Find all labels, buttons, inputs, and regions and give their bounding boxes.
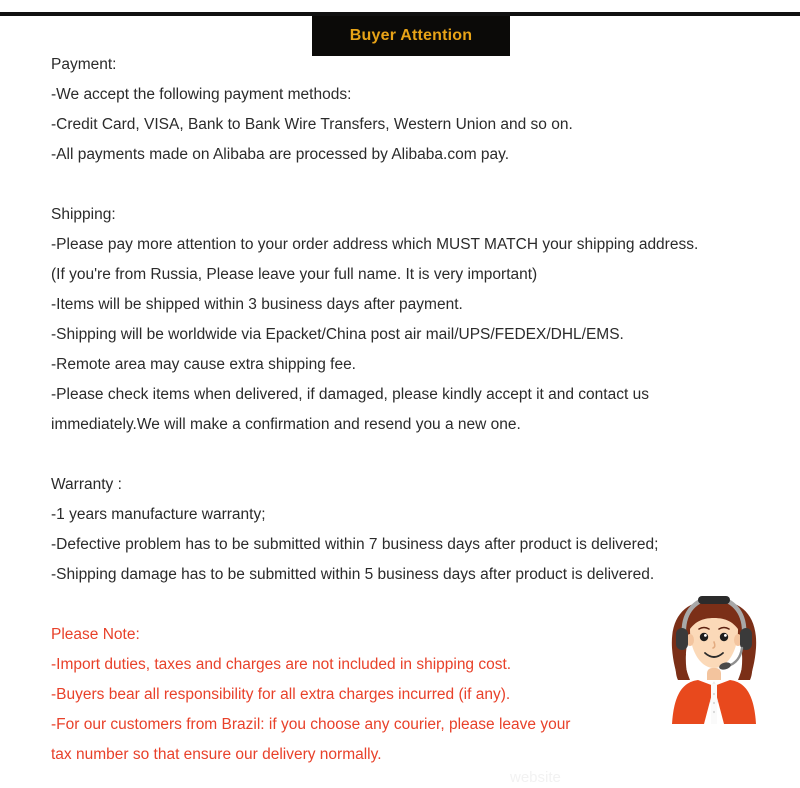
policy-line: -1 years manufacture warranty; [51, 506, 266, 523]
section-warranty [51, 470, 791, 590]
policy-line: -All payments made on Alibaba are processed by Alibaba.com pay. [51, 146, 510, 163]
page-title: Buyer Attention [349, 27, 473, 44]
policy-line: immediately.We will make a confirmation and resend you a new one. [51, 416, 521, 433]
customer-service-agent-illustration [628, 596, 800, 724]
section-spacer [51, 170, 791, 200]
policy-line: -Please check items when delivered, if damaged, please kindly accept it and contact us [51, 386, 649, 403]
policy-line: (If you're from Russia, Please leave your full name. It is very important) [51, 266, 538, 283]
policy-line: -Defective problem has to be submitted within 7 business days after product is delivered; [51, 536, 659, 553]
section-payment [51, 50, 791, 170]
section-heading-shipping: Shipping: [51, 206, 116, 223]
policy-line: -Shipping will be worldwide via Epacket/China post air mail/UPS/FEDEX/DHL/EMS. [51, 326, 624, 343]
policy-line: -We accept the following payment methods: [51, 86, 352, 103]
policy-line: -Shipping damage has to be submitted within 5 business days after product is delivered. [51, 566, 655, 583]
section-heading-please-note: Please Note: [51, 626, 140, 643]
note-line: -Buyers bear all responsibility for all extra charges incurred (if any). [51, 686, 511, 703]
note-line: -For our customers from Brazil: if you choose any courier, please leave your [51, 716, 571, 733]
policy-line: -Items will be shipped within 3 business days after payment. [51, 296, 463, 313]
policy-line: -Credit Card, VISA, Bank to Bank Wire Transfers, Western Union and so on. [51, 116, 573, 133]
note-line: -Import duties, taxes and charges are not included in shipping cost. [51, 656, 512, 673]
section-spacer [51, 440, 791, 470]
website-watermark: website [510, 769, 561, 786]
section-shipping [51, 200, 791, 440]
policy-line: -Please pay more attention to your order address which MUST MATCH your shipping address. [51, 236, 699, 253]
section-heading-payment: Payment: [51, 56, 117, 73]
policy-line: -Remote area may cause extra shipping fee. [51, 356, 356, 373]
section-heading-warranty: Warranty : [51, 476, 122, 493]
note-line: tax number so that ensure our delivery normally. [51, 746, 382, 763]
